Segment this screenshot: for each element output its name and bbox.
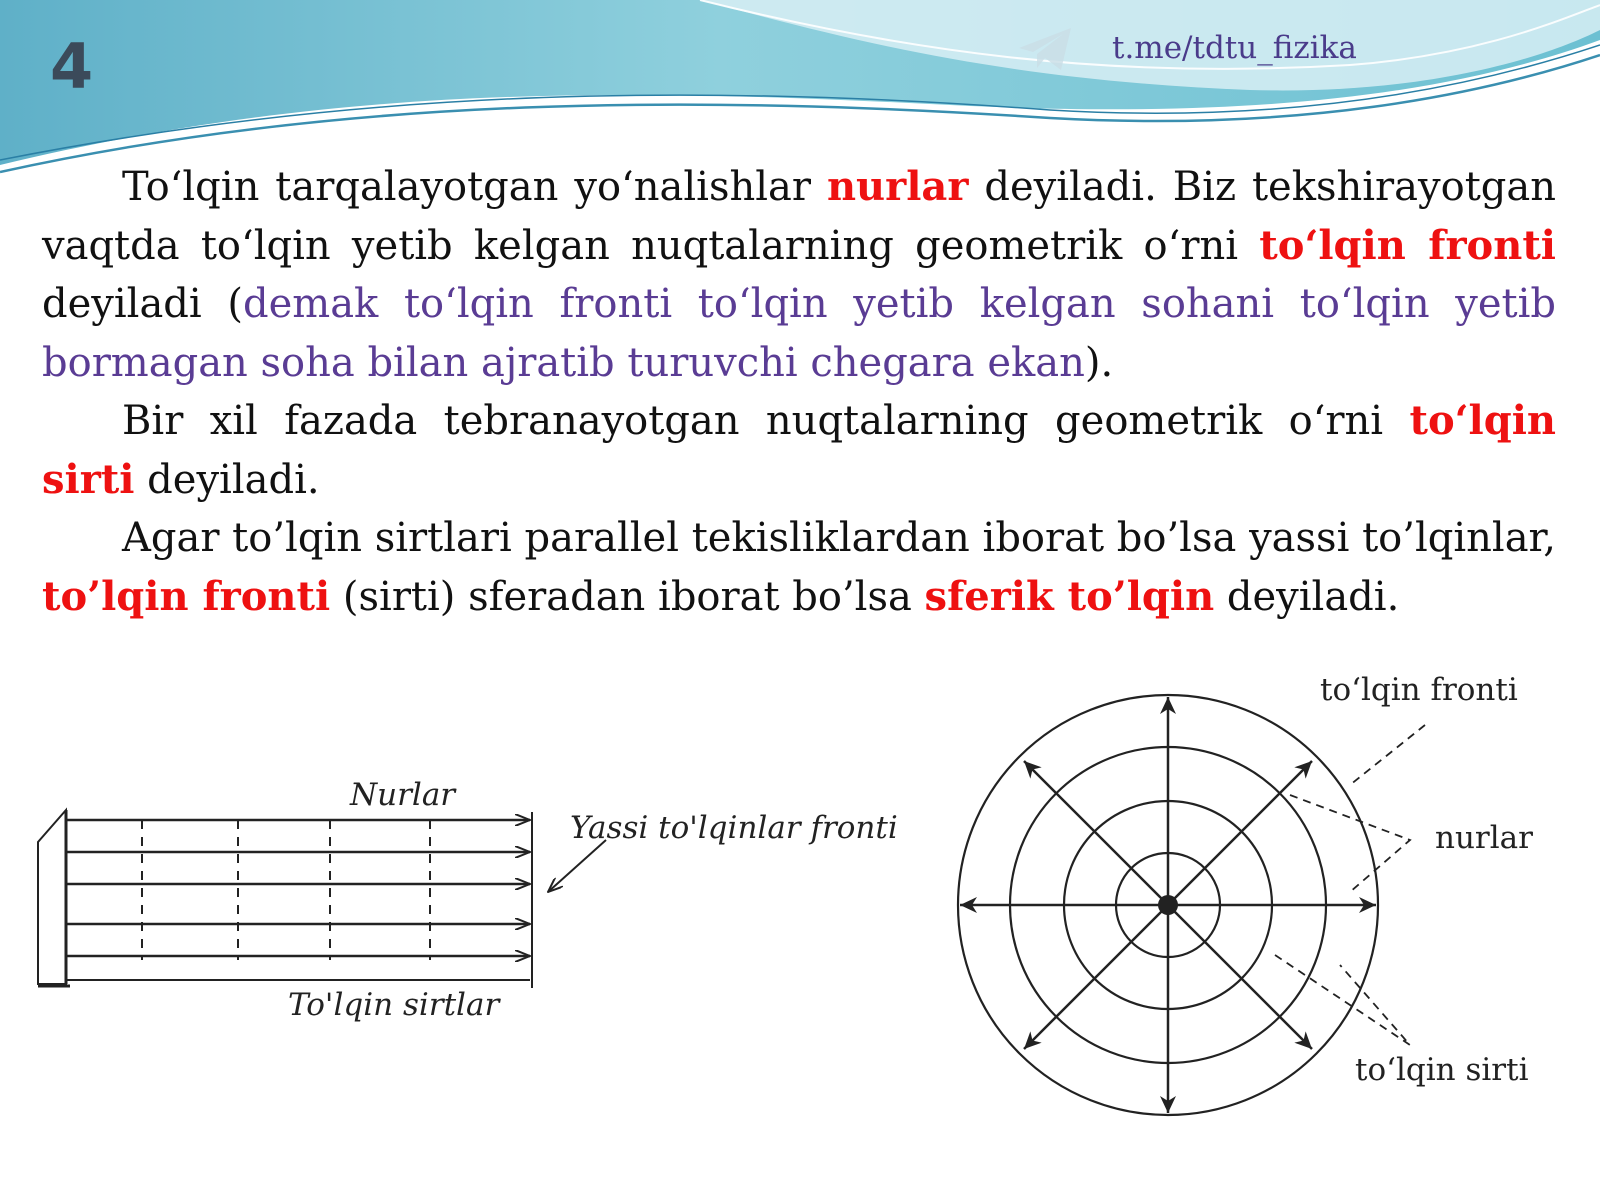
text-run: deyiladi. xyxy=(134,456,320,503)
source-plate xyxy=(38,810,70,986)
slide-number: 4 xyxy=(50,30,94,103)
plane-wave-diagram xyxy=(30,780,930,1040)
front-label: Yassi to'lqinlar fronti xyxy=(570,810,898,846)
text-run: Agar to’lqin sirtlari parallel tekisliklardan iborat bo’lsa yassi to’lqinlar, xyxy=(122,515,1556,561)
wave-surfaces xyxy=(142,820,430,960)
term-wave-front: to‘lqin fronti xyxy=(1259,221,1556,269)
front-pointer xyxy=(548,840,606,892)
rays-label: nurlar xyxy=(1435,820,1533,856)
text-run: To‘lqin tarqalayotgan yo‘nalishlar xyxy=(122,164,827,210)
note-text: demak to‘lqin fronti to‘lqin yetib kelgan sohani to‘lqin yetib bormagan soha bilan ajratib turuvchi chegara ekan xyxy=(42,281,1557,386)
body-text xyxy=(42,158,1556,626)
term-wave-front-2: to’lqin fronti xyxy=(42,572,331,620)
text-run: (sirti) sferadan iborat bo’lsa xyxy=(330,573,925,620)
term-spherical-wave: sferik to’lqin xyxy=(924,572,1215,620)
channel-link[interactable]: t.me/tdtu_fizika xyxy=(1112,30,1357,66)
text-run: deyiladi ( xyxy=(42,281,243,327)
ray-lines xyxy=(66,820,530,956)
surfaces-label: To'lqin sirtlar xyxy=(288,987,500,1023)
text-run: deyiladi. Biz tekshirayotgan vaqtda to‘lqin yetib kelgan nuqtalarning geometrik o‘rni xyxy=(42,164,1556,269)
text-run: Bir xil fazada tebranayotgan nuqtalarning geometrik o‘rni xyxy=(122,398,1410,444)
wave-source-point xyxy=(1158,895,1178,915)
surface-label: to‘lqin sirti xyxy=(1355,1052,1529,1088)
term-nurlar: nurlar xyxy=(826,163,969,210)
telegram-icon xyxy=(1015,24,1075,74)
paragraph-1 xyxy=(42,158,1556,392)
spherical-wave-diagram xyxy=(940,670,1560,1140)
text-run: deyiladi. xyxy=(1214,573,1400,620)
rays-label: Nurlar xyxy=(350,780,456,813)
term-wave-surface: to‘lqin sirti xyxy=(42,397,1556,503)
paragraph-2 xyxy=(42,392,1556,509)
paragraph-3 xyxy=(42,509,1556,626)
text-run: ). xyxy=(1084,339,1114,386)
front-label: to‘lqin fronti xyxy=(1320,672,1518,708)
